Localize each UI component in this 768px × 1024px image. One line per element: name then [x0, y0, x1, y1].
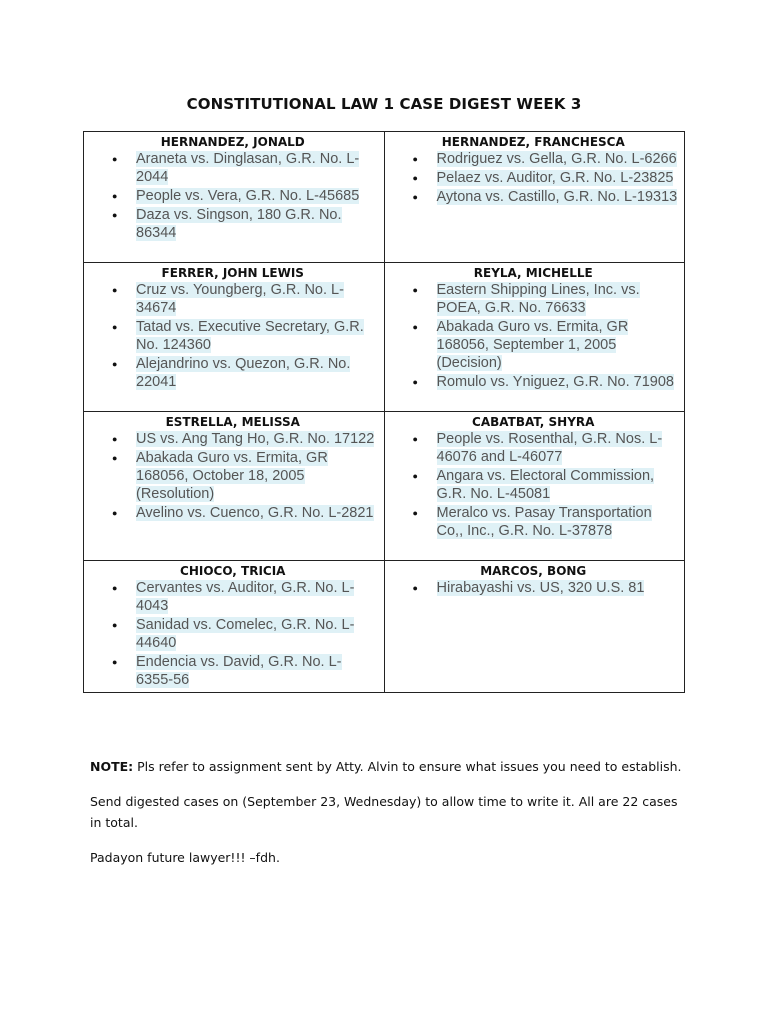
case-item [88, 206, 378, 242]
case-item [389, 150, 679, 168]
student-cell [384, 412, 685, 561]
student-name: HERNANDEZ, FRANCHESCA [441, 135, 625, 149]
case-item [88, 150, 378, 186]
case-citation: People vs. Vera, G.R. No. L-45685 [136, 188, 360, 204]
case-citation: US vs. Ang Tang Ho, G.R. No. 17122 [136, 431, 375, 447]
note-label: NOTE: [90, 759, 134, 774]
student-cell [384, 132, 685, 263]
student-name: HERNANDEZ, JONALD [160, 135, 305, 149]
case-list [389, 430, 679, 540]
note-text: Pls refer to assignment sent by Atty. Alvin to ensure what issues you need to establish. [133, 759, 682, 774]
case-citation: Pelaez vs. Auditor, G.R. No. L-23825 [436, 170, 674, 186]
case-citation: Daza vs. Singson, 180 G.R. No. 86344 [136, 207, 342, 241]
case-list [389, 579, 679, 597]
case-item [389, 318, 679, 372]
send-instructions: Send digested cases on (September 23, Wednesday) to allow time to write it. All are 22 cases in total. [90, 794, 678, 830]
case-item [88, 579, 378, 615]
case-item [88, 616, 378, 652]
table-row [84, 412, 685, 561]
case-item [88, 318, 378, 354]
table-row [84, 263, 685, 412]
student-name: CHIOCO, TRICIA [180, 564, 286, 578]
case-citation: Meralco vs. Pasay Transportation Co,, Inc., G.R. No. L-37878 [436, 505, 652, 539]
case-list [88, 281, 378, 391]
case-item [389, 188, 679, 206]
student-name: ESTRELLA, MELISSA [165, 415, 300, 429]
student-cell [84, 132, 385, 263]
student-cell [384, 561, 685, 693]
student-name: FERRER, JOHN LEWIS [161, 266, 304, 280]
case-item [389, 430, 679, 466]
case-item [88, 449, 378, 503]
case-citation: People vs. Rosenthal, G.R. Nos. L-46076 and L-46077 [436, 431, 663, 465]
student-cell [84, 263, 385, 412]
case-citation: Angara vs. Electoral Commission, G.R. No. L-45081 [436, 468, 655, 502]
student-name: REYLA, MICHELLE [473, 266, 593, 280]
student-name: MARCOS, BONG [480, 564, 587, 578]
student-cell [84, 561, 385, 693]
case-citation: Hirabayashi vs. US, 320 U.S. 81 [436, 580, 645, 596]
case-item [88, 504, 378, 522]
case-citation: Eastern Shipping Lines, Inc. vs. POEA, G.R. No. 76633 [436, 282, 640, 316]
case-citation: Sanidad vs. Comelec, G.R. No. L-44640 [136, 617, 355, 651]
case-citation: Abakada Guro vs. Ermita, GR 168056, September 1, 2005 (Decision) [436, 319, 629, 371]
case-citation: Romulo vs. Yniguez, G.R. No. 71908 [436, 374, 674, 390]
note-paragraph [90, 756, 690, 777]
case-citation: Aytona vs. Castillo, G.R. No. L-19313 [436, 189, 678, 205]
case-item [88, 355, 378, 391]
case-citation: Cruz vs. Youngberg, G.R. No. L-34674 [136, 282, 344, 316]
case-item [389, 504, 679, 540]
case-citation: Tatad vs. Executive Secretary, G.R. No. 124360 [136, 319, 364, 353]
document-title: CONSTITUTIONAL LAW 1 CASE DIGEST WEEK 3 [186, 95, 582, 113]
case-list [88, 579, 378, 689]
table-row [84, 132, 685, 263]
case-item [88, 430, 378, 448]
case-citation: Avelino vs. Cuenco, G.R. No. L-2821 [136, 505, 374, 521]
case-list [88, 430, 378, 522]
student-cell [84, 412, 385, 561]
case-assignment-table [83, 131, 685, 693]
case-list [389, 150, 679, 206]
case-citation: Rodriguez vs. Gella, G.R. No. L-6266 [436, 151, 677, 167]
closing-line: Padayon future lawyer!!! –fdh. [90, 850, 280, 865]
case-item [389, 373, 679, 391]
table-row [84, 561, 685, 693]
case-citation: Endencia vs. David, G.R. No. L-6355-56 [136, 654, 342, 688]
case-item [389, 169, 679, 187]
case-citation: Abakada Guro vs. Ermita, GR 168056, October 18, 2005 (Resolution) [136, 450, 328, 502]
case-item [88, 187, 378, 205]
case-item [389, 467, 679, 503]
case-list [389, 281, 679, 391]
student-cell [384, 263, 685, 412]
case-citation: Alejandrino vs. Quezon, G.R. No. 22041 [136, 356, 351, 390]
case-list [88, 150, 378, 242]
case-item [389, 281, 679, 317]
case-citation: Araneta vs. Dinglasan, G.R. No. L-2044 [136, 151, 360, 185]
case-item [88, 281, 378, 317]
student-name: CABATBAT, SHYRA [472, 415, 595, 429]
case-item [389, 579, 679, 597]
case-item [88, 653, 378, 689]
case-citation: Cervantes vs. Auditor, G.R. No. L-4043 [136, 580, 355, 614]
